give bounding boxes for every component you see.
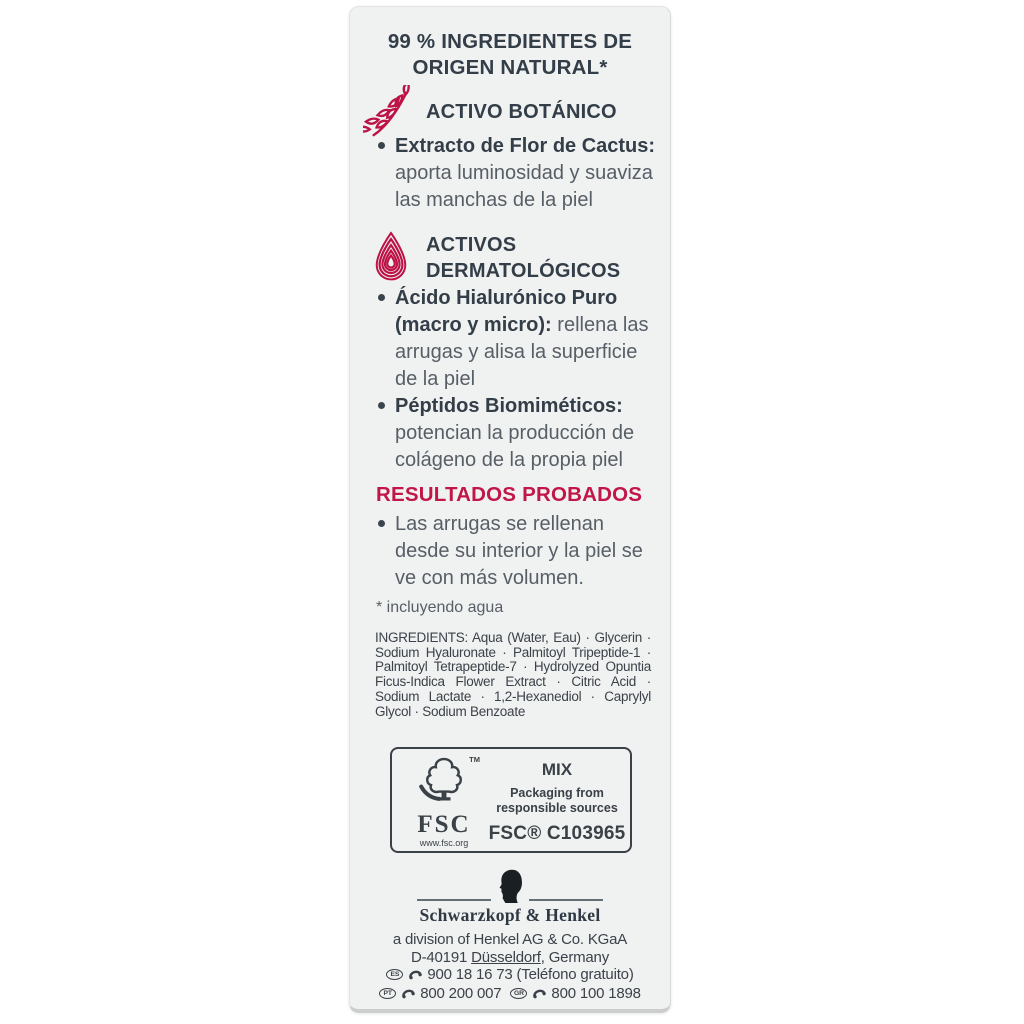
- logo-rule-left: [417, 899, 491, 901]
- phone-handset-icon: [530, 983, 549, 1003]
- bullet-lead: Ácido Hialurónico Puro (macro y micro):: [395, 287, 618, 336]
- bullet-text: [395, 285, 664, 393]
- phone-line-pt-gr: [350, 985, 670, 1002]
- address-city: Düsseldorf: [471, 949, 541, 966]
- bullet-cactus-extract: [378, 133, 664, 214]
- logo-rule-right: [529, 899, 603, 901]
- bullet-lead: Extracto de Flor de Cactus:: [395, 135, 656, 157]
- fsc-tree-icon: [418, 755, 470, 812]
- botanical-heading: ACTIVO BOTÁNICO: [426, 101, 617, 123]
- fsc-packaging-text: [496, 786, 618, 816]
- bullet-rest: rellena las arrugas y alisa la superficie de la piel: [395, 314, 649, 390]
- brand-name: Schwarzkopf & Henkel: [419, 905, 601, 925]
- water-footnote: * incluyendo agua: [376, 599, 504, 616]
- address-postcode: D-40191: [410, 949, 472, 966]
- fsc-logo-block: [400, 755, 488, 847]
- ingredients-list: INGREDIENTS: Aqua (Water, Eau) · Glycerin · Sodium Hyaluronate · Palmitoyl Tripeptide-1 · Palmitoyl Tetrapeptide-7 · Hydrolyzed Opuntia Ficus-Indica Flower Extract · Citric Acid · Sodium Lactate · 1,2-Hexanediol · Caprylyl Glycol · Sodium Benzoate: [375, 630, 651, 719]
- claim-line-2: ORIGEN NATURAL*: [412, 56, 608, 79]
- bullet-rest: aporta luminosidad y suaviza las manchas de la piel: [395, 162, 653, 211]
- dermatological-heading: [426, 232, 620, 284]
- fsc-packaging-line-1: Packaging from: [510, 785, 604, 800]
- bullet-dot: [378, 402, 385, 409]
- company-division: a division of Henkel AG & Co. KGaA: [392, 931, 628, 948]
- phone-handset-icon: [406, 964, 425, 984]
- fsc-certification-box: [390, 747, 632, 853]
- country-badge-pt: PT: [379, 988, 396, 999]
- derm-heading-line-1: ACTIVOS: [426, 234, 517, 256]
- bullet-text: [395, 393, 664, 474]
- fsc-url: www.fsc.org: [419, 838, 469, 848]
- phone-number-gr: 800 100 1898: [551, 985, 641, 1002]
- phone-group-gr: [510, 985, 640, 1002]
- natural-ingredients-claim: [350, 29, 670, 81]
- fsc-mix-label: MIX: [541, 759, 573, 779]
- bullet-rest: potencian la producción de colágeno de la propia piel: [395, 422, 635, 471]
- section-botanical-header: [356, 85, 617, 139]
- phone-line-es: [350, 966, 670, 983]
- bullet-wrinkle-result: [378, 511, 664, 592]
- address-country: , Germany: [540, 949, 610, 966]
- section-dermatological-header: [356, 225, 620, 291]
- country-badge-es: ES: [386, 969, 403, 980]
- product-box-back-panel: [349, 6, 671, 1013]
- fsc-packaging-line-2: responsible sources: [496, 800, 618, 815]
- phone-number-pt: 800 200 007: [420, 985, 502, 1002]
- bullet-lead: Péptidos Biomiméticos:: [395, 395, 623, 417]
- country-badge-gr: GR: [510, 988, 527, 999]
- bullet-rest: Las arrugas se rellenan desde su interior y la piel se ve con más volumen.: [395, 513, 643, 589]
- bullet-text: [395, 511, 664, 592]
- claim-line-1: 99 % INGREDIENTES DE: [387, 30, 633, 53]
- head-silhouette-icon: [496, 869, 524, 908]
- bullet-dot: [378, 294, 385, 301]
- fsc-label-block: [488, 755, 626, 847]
- bullet-dot: [378, 142, 385, 149]
- fsc-cert-number: FSC® C103965: [488, 822, 626, 844]
- phone-number-es: 900 18 16 73 (Teléfono gratuito): [427, 966, 634, 983]
- brand-logo: [350, 869, 670, 908]
- bullet-hyaluronic-acid: [378, 285, 664, 393]
- derm-heading-line-2: DERMATOLÓGICOS: [426, 260, 621, 282]
- droplet-icon: [356, 227, 426, 289]
- bullet-peptides: [378, 393, 664, 474]
- branch-icon: [356, 85, 426, 139]
- proven-results-heading: RESULTADOS PROBADOS: [376, 483, 643, 506]
- phone-handset-icon: [399, 983, 418, 1003]
- fsc-acronym: FSC: [417, 811, 471, 838]
- company-address: [350, 949, 670, 966]
- bullet-text: [395, 133, 664, 214]
- fsc-trademark: TM: [469, 755, 480, 764]
- phone-group-pt: [379, 985, 501, 1002]
- bullet-dot: [378, 520, 385, 527]
